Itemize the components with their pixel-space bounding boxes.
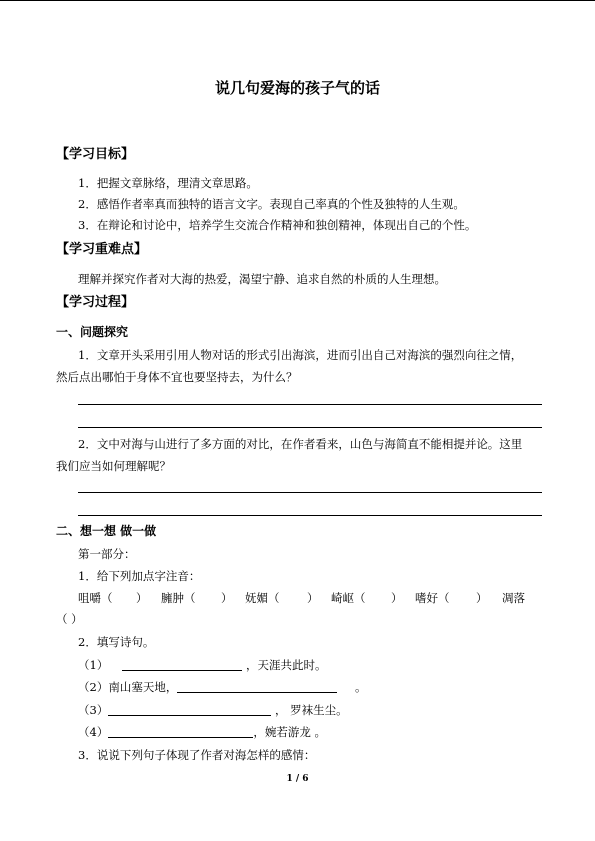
question-2-line-2: 我们应当如何理解呢？	[56, 459, 171, 473]
pinyin-close[interactable]: ）	[307, 591, 319, 605]
question-2-line-1: 2．文中对海与山进行了多方面的对比，在作者看来，山色与海简直不能相提并论。这里	[78, 437, 523, 451]
objective-item-3: 3．在辩论和讨论中，培养学生交流合作精神和独创精神，体现出自己的个性。	[78, 218, 477, 232]
page-number: 1 / 6	[286, 774, 309, 784]
page-top-border	[0, 0, 595, 1]
poem-2-number: （2）南山塞天地，	[78, 680, 178, 694]
poem-1-text: ，天涯共此时。	[245, 658, 327, 672]
poem-blank[interactable]	[122, 658, 242, 671]
objective-item-2: 2．感悟作者率真而独特的语言文字。表现自己率真的个性及独特的人生观。	[78, 197, 465, 211]
pinyin-close[interactable]: ）	[476, 591, 488, 605]
poem-blank[interactable]	[108, 725, 253, 738]
poem-prompt: 2．填写诗句。	[78, 635, 155, 649]
poem-line-2	[78, 679, 366, 695]
pinyin-word: 妩媚（	[245, 591, 280, 605]
question-1-line-1: 1．文章开头采用引用人物对话的形式引出海滨，进而引出自己对海滨的强烈向往之情，	[78, 348, 523, 362]
pinyin-close[interactable]: ）	[391, 591, 403, 605]
part2-heading: 二、想一想 做一做	[56, 524, 157, 538]
page-title: 说几句爱海的孩子气的话	[214, 79, 380, 97]
key-points-heading: 【学习重难点】	[56, 242, 148, 257]
pinyin-close[interactable]: ）	[136, 591, 148, 605]
poem-3-text: ， 罗袜生尘。	[274, 703, 348, 717]
poem-4-text: ，婉若游龙 。	[253, 725, 326, 739]
pinyin-word: 凋落	[502, 591, 525, 605]
pinyin-close[interactable]: ）	[221, 591, 233, 605]
part1-heading: 一、问题探究	[56, 325, 129, 339]
answer-line[interactable]	[78, 492, 542, 493]
poem-4-number: （4）	[78, 725, 109, 739]
poem-line-4	[78, 724, 326, 740]
poem-line-1	[78, 657, 326, 673]
poem-1-number: （1）	[78, 658, 109, 672]
poem-2-text: 。	[354, 680, 367, 694]
poem-3-number: （3）	[78, 703, 109, 717]
pinyin-word: 嗜好（	[415, 591, 450, 605]
pinyin-word: 臃肿（	[161, 591, 196, 605]
objectives-heading: 【学习目标】	[56, 147, 135, 162]
pinyin-prompt: 1．给下列加点字注音：	[78, 569, 201, 583]
answer-line[interactable]	[78, 427, 542, 428]
pinyin-wrap-blank[interactable]: （ ）	[56, 612, 83, 626]
question-1-line-2: 然后点出哪怕于身体不宜也要坚持去，为什么？	[56, 370, 298, 384]
section-label: 第一部分：	[78, 547, 136, 561]
answer-line[interactable]	[78, 404, 542, 405]
poem-blank[interactable]	[108, 703, 271, 716]
objective-item-1: 1．把握文章脉络，理清文章思路。	[78, 176, 258, 190]
process-heading: 【学习过程】	[56, 295, 135, 310]
pinyin-word: 崎岖（	[331, 591, 366, 605]
feeling-prompt: 3．说说下列句子体现了作者对海怎样的感情：	[78, 748, 316, 762]
poem-line-3	[78, 702, 348, 718]
key-points-text: 理解并探究作者对大海的热爱，渴望宁静、追求自然的朴质的人生理想。	[78, 272, 446, 286]
poem-blank[interactable]	[177, 680, 337, 693]
pinyin-word: 咀嚼（	[78, 591, 113, 605]
answer-line[interactable]	[78, 515, 542, 516]
